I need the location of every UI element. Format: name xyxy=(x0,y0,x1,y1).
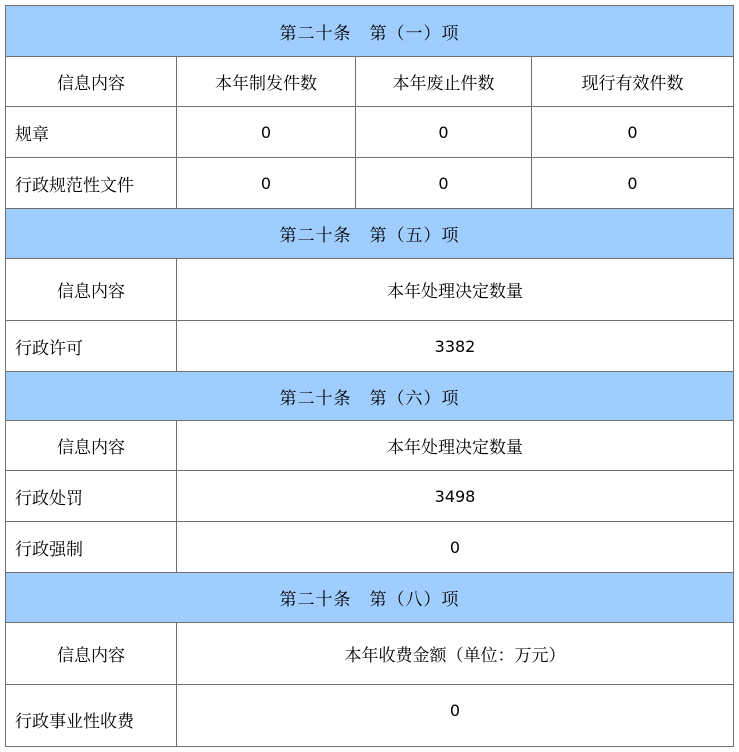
decision-value: 3382 xyxy=(434,336,476,356)
issued-value: 0 xyxy=(260,173,272,193)
section-1-header-row xyxy=(5,57,734,107)
table-row xyxy=(5,158,734,209)
header-info-content: 信息内容 xyxy=(57,74,125,94)
header-issued-count: 本年制发件数 xyxy=(215,74,317,94)
valid-value: 0 xyxy=(627,173,638,193)
section-1-title xyxy=(5,5,734,57)
header-decision-count: 本年处理决定数量 xyxy=(387,282,523,302)
header-repealed-count: 本年废止件数 xyxy=(392,74,495,94)
header-decision-count: 本年处理决定数量 xyxy=(387,438,523,458)
decision-value: 0 xyxy=(449,537,461,557)
table-row xyxy=(5,685,734,747)
header-info-content: 信息内容 xyxy=(57,646,125,666)
row-label: 规章 xyxy=(15,124,49,145)
header-valid-count: 现行有效件数 xyxy=(581,74,684,94)
row-label: 行政处罚 xyxy=(15,488,83,509)
table-row xyxy=(5,107,734,158)
section-title-text: 第二十条 第（八）项 xyxy=(279,590,460,610)
section-4-title xyxy=(5,572,734,623)
repealed-value: 0 xyxy=(438,122,449,142)
table-row xyxy=(5,522,734,573)
section-title-text: 第二十条 第（五）项 xyxy=(279,226,460,246)
row-label: 行政事业性收费 xyxy=(15,712,134,732)
fee-value: 0 xyxy=(449,701,461,720)
section-2-header-row xyxy=(5,259,734,321)
section-3-title xyxy=(5,371,734,421)
section-3-header-row xyxy=(5,421,734,471)
row-label: 行政规范性文件 xyxy=(15,175,134,196)
section-4-header-row xyxy=(5,623,734,685)
header-fee-amount: 本年收费金额（单位：万元） xyxy=(344,646,566,666)
issued-value: 0 xyxy=(260,122,272,142)
header-info-content: 信息内容 xyxy=(57,282,125,302)
table-row xyxy=(5,471,734,522)
decision-value: 3498 xyxy=(434,486,476,506)
row-label: 行政许可 xyxy=(15,338,83,359)
repealed-value: 0 xyxy=(438,173,449,193)
section-title-text: 第二十条 第（六）项 xyxy=(279,388,460,409)
section-title-text: 第二十条 第（一）项 xyxy=(279,23,460,44)
row-label: 行政强制 xyxy=(15,539,83,560)
table-row xyxy=(5,321,734,372)
valid-value: 0 xyxy=(627,122,638,142)
section-2-title xyxy=(5,208,734,259)
header-info-content: 信息内容 xyxy=(57,438,125,458)
